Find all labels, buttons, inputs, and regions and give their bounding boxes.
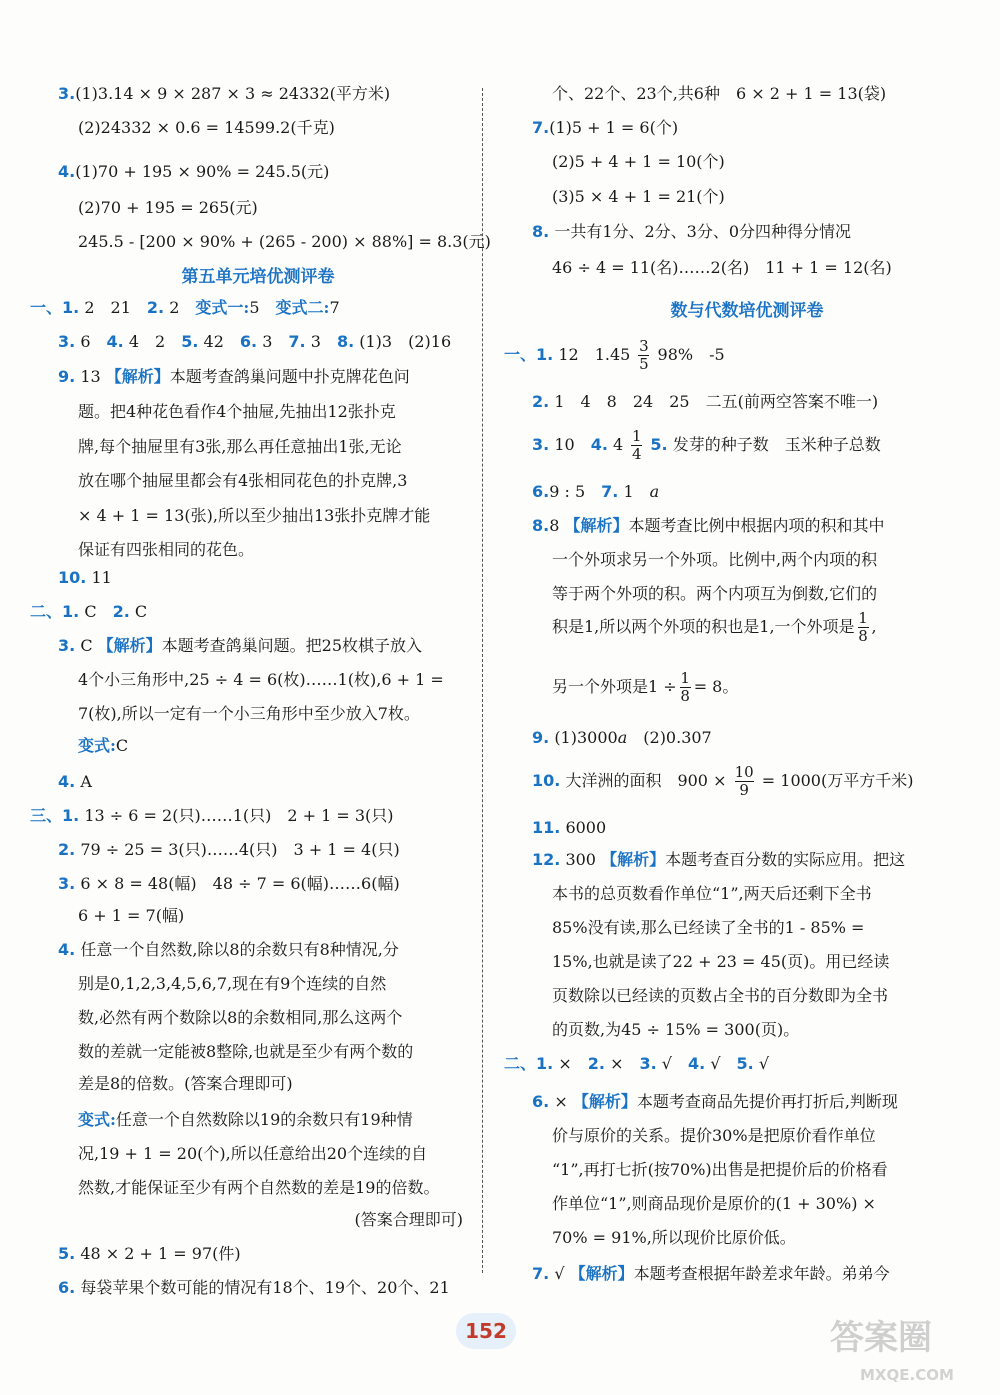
answer-line: 3. C 【解析】本题考查鸽巢问题。把25枚棋子放入 (58, 636, 423, 655)
answer-line: 7(枚),所以一定有一个小三角形中至少放入7枚。 (78, 704, 420, 723)
answer-line: 个、22个、23个,共6种 6 × 2 + 1 = 13(袋) (552, 84, 887, 103)
watermark-url: MXQE.COM (860, 1366, 954, 1384)
answer-line: 积是1,所以两个外项的积也是1,一个外项是 $\frac{1}{8}$ , (552, 609, 877, 645)
answer-line: 3.(1)3.14 × 9 × 287 × 3 ≈ 24332(平方米) (58, 84, 391, 103)
answer-line: 另一个外项是1 ÷ $\frac{1}{8}$ = 8。 (552, 669, 739, 705)
answer-line: 三、1. 13 ÷ 6 = 2(只)……1(只) 2 + 1 = 3(只) (30, 806, 394, 825)
answer-line: × 4 + 1 = 13(张),所以至少抽出13张扑克牌才能 (78, 506, 431, 525)
answer-line: 价与原价的关系。提价30%是把原价看作单位 (552, 1126, 876, 1145)
answer-line: 4. A (58, 772, 92, 791)
column-divider (482, 88, 483, 1273)
answer-line: 题。把4种花色看作4个抽屉,先抽出12张扑克 (78, 402, 396, 421)
fraction: $\frac{1}{4}$ (632, 427, 642, 463)
answer-line: 3. 10 4. 4 $\frac{1}{4}$ 5. 发芽的种子数 玉米种子总数 (532, 427, 881, 463)
answer-line: 数的差就一定能被8整除,也就是至少有两个数的 (78, 1042, 414, 1061)
answer-line: 保证有四张相同的花色。 (78, 540, 255, 559)
answer-line: 6. × 【解析】本题考查商品先提价再打折后,判断现 (532, 1092, 898, 1111)
answer-line: 变式:任意一个自然数除以19的余数只有19种情 (78, 1110, 413, 1129)
answer-line: 变式:C (78, 736, 129, 755)
answer-line: 70% = 91%,所以现价比原价低。 (552, 1228, 796, 1247)
answer-line: 11. 6000 (532, 818, 607, 837)
answer-line: 牌,每个抽屉里有3张,那么再任意抽出1张,无论 (78, 437, 402, 456)
section-heading: 数与代数培优测评卷 (670, 301, 824, 321)
answer-line: 9. (1)3000a (2)0.307 (532, 728, 712, 747)
answer-line: 放在哪个抽屉里都会有4张相同花色的扑克牌,3 (78, 471, 408, 490)
answer-line: (3)5 × 4 + 1 = 21(个) (552, 187, 725, 206)
answer-line: 一个外项求另一个外项。比例中,两个内项的积 (552, 550, 878, 569)
answer-line: (2)24332 × 0.6 = 14599.2(千克) (78, 118, 335, 137)
fraction: $\frac{1}{8}$ (680, 669, 690, 705)
answer-note: (答案合理即可) (354, 1210, 463, 1229)
fraction: $\frac{1}{8}$ (858, 609, 868, 645)
answer-line: 二、1. × 2. × 3. √ 4. √ 5. √ (504, 1054, 770, 1073)
answer-line: (2)70 + 195 = 265(元) (78, 198, 258, 217)
answer-line: 3. 6 × 8 = 48(幅) 48 ÷ 7 = 6(幅)……6(幅) (58, 874, 400, 893)
answer-line: 等于两个外项的积。两个内项互为倒数,它们的 (552, 584, 878, 603)
answer-line: 数,必然有两个数除以8的余数相同,那么这两个 (78, 1008, 403, 1027)
answer-line: 7. √ 【解析】本题考查根据年龄差求年龄。弟弟今 (532, 1264, 890, 1283)
fraction: $\frac{10}{9}$ (734, 763, 754, 799)
answer-line: (2)5 + 4 + 1 = 10(个) (552, 152, 725, 171)
answer-line: 然数,才能保证至少有两个自然数的差是19的倍数。 (78, 1178, 440, 1197)
answer-line: 3. 6 4. 4 2 5. 42 6. 3 7. 3 8. (1)3 (2)16 (58, 332, 452, 351)
answer-line: 一、1. 12 1.45 $\frac{3}{5}$ 98% -5 (504, 337, 725, 373)
answer-line: 8. 一共有1分、2分、3分、0分四种得分情况 (532, 222, 852, 241)
answer-line: 2. 79 ÷ 25 = 3(只)……4(只) 3 + 1 = 4(只) (58, 840, 400, 859)
answer-line: 8.8 【解析】本题考查比例中根据内项的积和其中 (532, 516, 885, 535)
answer-line: 7.(1)5 + 1 = 6(个) (532, 118, 679, 137)
answer-line: 4. 任意一个自然数,除以8的余数只有8种情况,分 (58, 940, 399, 959)
answer-line: 4.(1)70 + 195 × 90% = 245.5(元) (58, 162, 330, 181)
answer-line: 一、1. 2 21 2. 2 变式一:5 变式二:7 (30, 298, 340, 317)
answer-line: 本书的总页数看作单位“1”,两天后还剩下全书 (552, 884, 872, 903)
answer-line: 页数除以已经读的页数占全书的百分数即为全书 (552, 986, 889, 1005)
answer-line: 15%,也就是读了22 + 23 = 45(页)。用已经读 (552, 952, 890, 971)
watermark-logo: 答案圈 (830, 1318, 932, 1358)
answer-line: 4个小三角形中,25 ÷ 4 = 6(枚)……1(枚),6 + 1 = (78, 670, 444, 689)
fraction: $\frac{3}{5}$ (639, 337, 649, 373)
page-number: 152 (456, 1313, 516, 1349)
answer-line: 别是0,1,2,3,4,5,6,7,现在有9个连续的自然 (78, 974, 387, 993)
answer-line: 6. 每袋苹果个数可能的情况有18个、19个、20个、21 (58, 1278, 450, 1297)
answer-line: 85%没有读,那么已经读了全书的1 - 85% = (552, 918, 865, 937)
answer-line: 245.5 - [200 × 90% + (265 - 200) × 88%] = 8.3(元) (78, 232, 491, 251)
answer-line: 差是8的倍数。(答案合理即可) (78, 1074, 293, 1093)
answer-line: 9. 13 【解析】本题考查鸽巢问题中扑克牌花色问 (58, 367, 410, 386)
answer-line: “1”,再打七折(按70%)出售是把提价后的价格看 (552, 1160, 888, 1179)
answer-line: 10. 11 (58, 568, 112, 587)
answer-line: 作单位“1”,则商品现价是原价的(1 + 30%) × (552, 1194, 876, 1213)
answer-line: 的页数,为45 ÷ 15% = 300(页)。 (552, 1020, 800, 1039)
answer-line: 况,19 + 1 = 20(个),所以任意给出20个连续的自 (78, 1144, 428, 1163)
answer-line: 46 ÷ 4 = 11(名)……2(名) 11 + 1 = 12(名) (552, 258, 892, 277)
answer-line: 12. 300 【解析】本题考查百分数的实际应用。把这 (532, 850, 906, 869)
answer-line: 6 + 1 = 7(幅) (78, 906, 185, 925)
section-heading: 第五单元培优测评卷 (181, 267, 335, 287)
answer-line: 10. 大洋洲的面积 900 × $\frac{10}{9}$ = 1000(万平方千米) (532, 763, 914, 799)
answer-line: 6.9 : 5 7. 1 a (532, 482, 660, 501)
answer-line: 2. 1 4 8 24 25 二五(前两空答案不唯一) (532, 392, 879, 411)
answer-line: 5. 48 × 2 + 1 = 97(件) (58, 1244, 241, 1263)
answer-line: 二、1. C 2. C (30, 602, 148, 621)
